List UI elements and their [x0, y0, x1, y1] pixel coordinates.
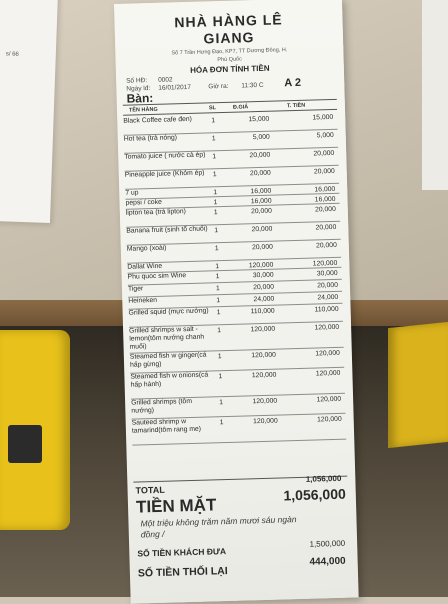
item-qty: 1 [215, 273, 220, 281]
cash-value: 1,056,000 [283, 485, 346, 504]
item-name: Steamed fish w ginger(cá hấp gừng) [129, 351, 207, 369]
left-paper [0, 0, 58, 223]
item-price: 16,000 [250, 197, 272, 206]
item-total: 30,000 [316, 269, 338, 278]
item-qty: 1 [211, 117, 216, 125]
item-price: 120,000 [248, 261, 274, 270]
cash-label: TIỀN MẶT [135, 495, 217, 517]
item-qty: 1 [213, 189, 218, 197]
item-total: 120,000 [317, 415, 342, 424]
item-price: 20,000 [253, 283, 275, 292]
item-total: 120,000 [312, 259, 338, 268]
item-qty: 1 [215, 285, 220, 293]
item-qty: 1 [211, 135, 216, 143]
item-qty: 1 [213, 199, 218, 207]
column-header-qty: SL [208, 105, 217, 112]
item-price: 20,000 [249, 169, 271, 178]
item-name: Phu quoc sim Wine [127, 272, 187, 281]
item-price: 120,000 [251, 371, 277, 380]
item-name: Pineapple juice (Khóm ép) [124, 169, 205, 179]
item-total: 120,000 [314, 323, 340, 332]
item-name: Grilled shrimps w salt -lemon(tôm nướng chanh muối) [129, 325, 205, 351]
item-total: 20,000 [313, 167, 335, 176]
item-name: Tomato juice ( nước cà ép) [124, 151, 206, 161]
item-qty: 1 [215, 263, 220, 271]
item-qty: 1 [216, 297, 221, 305]
column-header-total: T. TIỀN [286, 102, 306, 110]
total-label: TOTAL [135, 484, 165, 496]
restaurant-name-line2: GIANG [203, 29, 255, 47]
item-total: 110,000 [314, 305, 339, 314]
item-total: 24,000 [317, 293, 339, 302]
receipt-title: HÓA ĐƠN TÍNH TIỀN [190, 63, 270, 75]
item-name: pepsi / coke [125, 198, 162, 207]
change-label: SỐ TIỀN THỐI LẠI [137, 565, 228, 580]
yellow-device [0, 330, 70, 530]
item-name: Dallat Wine [127, 262, 163, 271]
column-header-item: TÊN HÀNG [128, 106, 158, 114]
item-qty: 1 [213, 209, 218, 217]
item-qty: 1 [212, 171, 217, 179]
item-total: 20,000 [317, 281, 339, 290]
change-value: 444,000 [309, 555, 346, 568]
item-price: 20,000 [249, 151, 271, 160]
invoice-number: 0002 [158, 76, 173, 84]
item-price: 15,000 [248, 115, 270, 124]
item-price: 120,000 [252, 397, 278, 406]
item-name: 7 up [125, 189, 139, 197]
item-name: Grilled squid (mực nướng) [128, 307, 209, 317]
time-value: 11:30 C [241, 81, 264, 90]
item-qty: 1 [214, 227, 219, 235]
yellow-object [388, 322, 448, 448]
item-price: 110,000 [250, 307, 275, 316]
item-price: 120,000 [250, 325, 276, 334]
item-total: 120,000 [315, 349, 340, 358]
item-name: Hot tea (trà nóng) [123, 134, 178, 143]
item-qty: 1 [219, 399, 224, 407]
restaurant-name-line1: NHÀ HÀNG LÊ [174, 11, 283, 31]
item-name: Heineken [128, 296, 158, 305]
item-total: 16,000 [314, 195, 336, 204]
item-qty: 1 [217, 327, 222, 335]
received-label: SỐ TIỀN KHÁCH ĐƯA [137, 546, 227, 559]
item-name: Grilled shrimps (tôm nướng) [131, 397, 193, 415]
item-name: Sauteed shrimp w tamarind(tôm rang me) [131, 418, 202, 435]
item-price: 120,000 [253, 417, 278, 426]
right-paper [422, 0, 448, 190]
item-name: lipton tea (trà lipton) [125, 208, 186, 217]
item-price: 24,000 [253, 295, 275, 304]
item-qty: 1 [219, 419, 224, 427]
date-value: 16/01/2017 [158, 83, 192, 92]
item-total: 20,000 [314, 205, 336, 214]
table-label: Bàn: [126, 90, 154, 106]
item-price: 16,000 [250, 187, 272, 196]
item-price: 5,000 [252, 133, 270, 142]
item-qty: 1 [212, 153, 217, 161]
receipt [114, 0, 359, 604]
table-number: A 2 [284, 76, 302, 90]
date-label: Ngày lđ: [126, 85, 151, 93]
received-value: 1,500,000 [309, 538, 346, 549]
amount-in-words: Một triệu không trăm năm mươi sáu ngàn đồng / [140, 514, 297, 540]
item-qty: 1 [216, 309, 221, 317]
restaurant-address-line2: Phú Quốc [217, 56, 242, 64]
item-price: 120,000 [251, 351, 276, 360]
item-name: Steamed fish w onions(cá hấp hành) [130, 371, 209, 389]
item-price: 20,000 [251, 225, 273, 234]
item-qty: 1 [218, 373, 223, 381]
item-total: 15,000 [312, 113, 334, 122]
item-total: 20,000 [315, 223, 337, 232]
time-label: Giờ ra: [208, 82, 229, 91]
item-name: Banana fruit (sinh tố chuối) [126, 225, 208, 235]
item-total: 120,000 [316, 395, 342, 404]
restaurant-address-line1: Số 7 Trần Hưng Đạo, KP7, TT Dương Đông, H. [171, 47, 288, 57]
row-separator [132, 439, 346, 446]
item-total: 120,000 [315, 369, 341, 378]
item-name: Mango (xoài) [126, 244, 167, 253]
left-paper-text: s/ 66 [5, 51, 19, 58]
item-name: Tiger [127, 285, 144, 293]
column-header-price: Đ.GIÁ [232, 104, 249, 111]
item-total: 5,000 [316, 131, 334, 140]
item-qty: 1 [217, 353, 222, 361]
item-name: Black Coffee cafe đen) [123, 115, 192, 125]
item-price: 20,000 [250, 207, 272, 216]
item-total: 16,000 [314, 185, 336, 194]
receipt-item-row [132, 414, 347, 446]
item-price: 20,000 [251, 243, 273, 252]
item-total: 20,000 [313, 149, 335, 158]
device-slot [8, 425, 42, 463]
total-value: 1,056,000 [305, 473, 342, 484]
item-price: 30,000 [252, 271, 274, 280]
item-total: 20,000 [315, 241, 337, 250]
item-qty: 1 [214, 245, 219, 253]
invoice-label: Số HĐ: [126, 77, 148, 85]
